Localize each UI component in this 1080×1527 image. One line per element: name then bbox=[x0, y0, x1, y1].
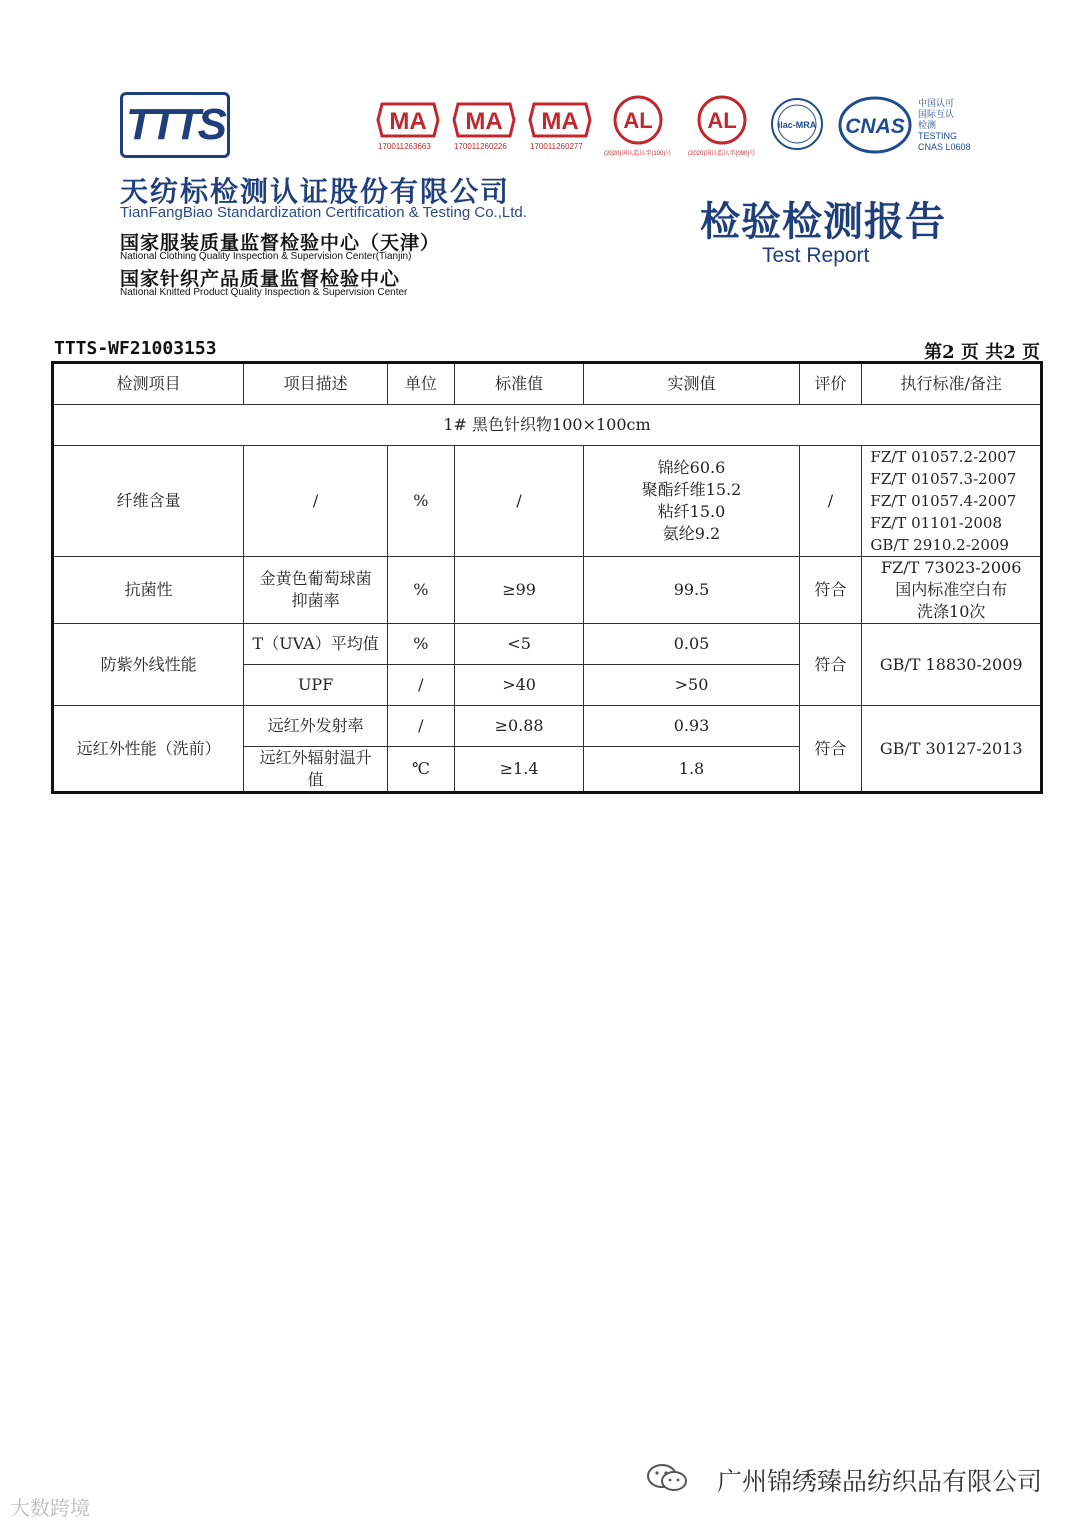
unit-cell: / bbox=[387, 665, 454, 706]
cma-label: MA bbox=[465, 108, 503, 135]
standard-cell: GB/T 30127-2013 bbox=[862, 706, 1042, 793]
desc-cell: 远红外发射率 bbox=[244, 706, 388, 747]
cma-mark-icon bbox=[452, 100, 516, 140]
measured-cell: 99.5 bbox=[584, 557, 799, 624]
eval-cell: 符合 bbox=[799, 706, 862, 793]
cma-label: MA bbox=[389, 108, 427, 135]
table-row-antibacterial bbox=[53, 557, 1042, 624]
eval-cell: 符合 bbox=[799, 557, 862, 624]
desc-cell: 金黄色葡萄球菌 抑菌率 bbox=[244, 557, 388, 624]
center2-name-en: National Knitted Product Quality Inspection & Supervision Center bbox=[120, 287, 408, 298]
header-cell: 标准值 bbox=[454, 363, 584, 405]
center2-name-cn: 国家针织产品质量监督检验中心 bbox=[120, 268, 401, 290]
ilac-label: ilac-MRA bbox=[777, 120, 817, 130]
std-value-cell: ≥1.4 bbox=[454, 747, 584, 793]
company-watermark: 广州锦绣臻品纺织品有限公司 bbox=[716, 1467, 1042, 1496]
company-name-cn: 天纺标检测认证股份有限公司 bbox=[120, 175, 511, 208]
ilac-mra-icon bbox=[770, 96, 824, 154]
header-cell: 检测项目 bbox=[53, 363, 244, 405]
desc-cell: T（UVA）平均值 bbox=[244, 624, 388, 665]
cnas-label: CNAS bbox=[845, 115, 905, 138]
header-cell: 实测值 bbox=[584, 363, 799, 405]
eval-cell: 符合 bbox=[799, 624, 862, 706]
cal-label: AL bbox=[623, 108, 653, 133]
results-table bbox=[51, 361, 1043, 794]
company-name-en: TianFangBiao Standardization Certification & Testing Co.,Ltd. bbox=[120, 204, 527, 221]
standard-cell: FZ/T 01057.2-2007 FZ/T 01057.3-2007 FZ/T 01057.4-2007 FZ/T 01101-2008 GB/T 2910.2-2009 bbox=[862, 446, 1042, 557]
header-cell: 项目描述 bbox=[244, 363, 388, 405]
page-indicator: 第2 页 共2 页 bbox=[924, 342, 1040, 363]
std-value-cell: ≥0.88 bbox=[454, 706, 584, 747]
item-cell: 远红外性能（洗前） bbox=[53, 706, 244, 793]
wechat-icon bbox=[645, 1462, 689, 1494]
standard-cell: FZ/T 73023-2006 国内标准空白布 洗涤10次 bbox=[862, 557, 1042, 624]
cma-label: MA bbox=[541, 108, 579, 135]
cma-number-2: 170011260226 bbox=[454, 142, 507, 151]
cal-mark-icon bbox=[612, 94, 664, 146]
sample-description: 1# 黑色针织物100×100cm bbox=[53, 405, 1042, 446]
report-title-en: Test Report bbox=[762, 244, 870, 267]
desc-cell: / bbox=[244, 446, 388, 557]
cal-number-2: (2020)国认监认字(090)号 bbox=[688, 151, 756, 157]
ttts-logo bbox=[120, 92, 230, 158]
center1-name-en: National Clothing Quality Inspection & Supervision Center(Tianjin) bbox=[120, 251, 412, 262]
table-row-far-infrared-1 bbox=[53, 706, 1042, 747]
measured-cell: 0.05 bbox=[584, 624, 799, 665]
cma-number-1: 170011263663 bbox=[378, 142, 431, 151]
table-row-fiber bbox=[53, 446, 1042, 557]
header-cell: 单位 bbox=[387, 363, 454, 405]
eval-cell: / bbox=[799, 446, 862, 557]
desc-cell: UPF bbox=[244, 665, 388, 706]
center1-name-cn: 国家服装质量监督检验中心（天津） bbox=[120, 232, 441, 254]
cal-number-1: (2020)国认监认字(100)号 bbox=[604, 151, 672, 157]
cal-mark-icon bbox=[696, 94, 748, 146]
table-row-uv-1 bbox=[53, 624, 1042, 665]
measured-cell: 1.8 bbox=[584, 747, 799, 793]
cma-number-3: 170011260277 bbox=[530, 142, 583, 151]
header-cell: 评价 bbox=[799, 363, 862, 405]
brand-watermark: 大数跨境 bbox=[10, 1496, 90, 1520]
desc-cell: 远红外辐射温升 值 bbox=[244, 747, 388, 793]
unit-cell: % bbox=[387, 446, 454, 557]
cal-label: AL bbox=[707, 108, 737, 133]
std-value-cell: / bbox=[454, 446, 584, 557]
measured-cell: 锦纶60.6 聚酯纤维15.2 粘纤15.0 氨纶9.2 bbox=[584, 446, 799, 557]
header-cell: 执行标准/备注 bbox=[862, 363, 1042, 405]
measured-cell: 0.93 bbox=[584, 706, 799, 747]
standard-cell: GB/T 18830-2009 bbox=[862, 624, 1042, 706]
std-value-cell: ≥99 bbox=[454, 557, 584, 624]
item-cell: 纤维含量 bbox=[53, 446, 244, 557]
report-number: TTTS-WF21003153 bbox=[54, 338, 217, 359]
table-header-row bbox=[53, 363, 1042, 405]
item-cell: 抗菌性 bbox=[53, 557, 244, 624]
unit-cell: % bbox=[387, 557, 454, 624]
unit-cell: / bbox=[387, 706, 454, 747]
cnas-logo-icon bbox=[838, 96, 912, 154]
std-value-cell: >40 bbox=[454, 665, 584, 706]
item-cell: 防紫外线性能 bbox=[53, 624, 244, 706]
report-title-cn: 检验检测报告 bbox=[700, 199, 946, 245]
cnas-caption: 中国认可 国际互认 检测 TESTING CNAS L0608 bbox=[918, 98, 971, 152]
measured-cell: >50 bbox=[584, 665, 799, 706]
unit-cell: % bbox=[387, 624, 454, 665]
cma-mark-icon bbox=[376, 100, 440, 140]
std-value-cell: <5 bbox=[454, 624, 584, 665]
cma-mark-icon bbox=[528, 100, 592, 140]
sample-row bbox=[53, 405, 1042, 446]
ttts-logo-text: TTTS bbox=[126, 100, 224, 149]
unit-cell: ℃ bbox=[387, 747, 454, 793]
